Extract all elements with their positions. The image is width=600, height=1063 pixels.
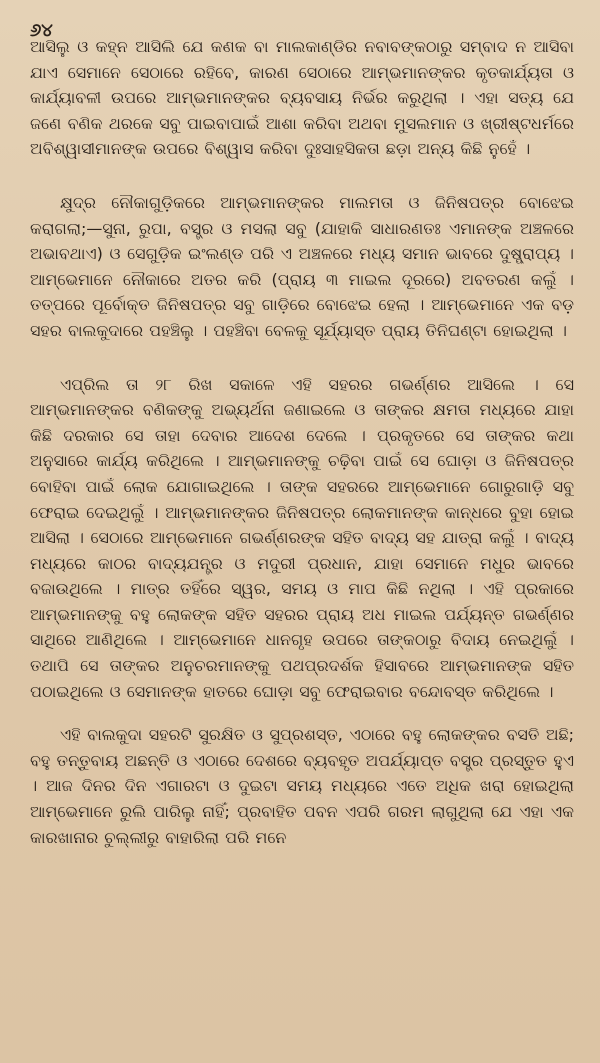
- paragraph-4: ଏହି ବାଲକୁଦା ସହରଟି ସୁରକ୍ଷିତ ଓ ସୁପ୍ରଶସ୍ତ, ଏଠାରେ ବହୁ ଲୋକଙ୍କର ବସତି ଅଛି; ବହୁ ତନ୍ତୁବାୟ ଅଛନ୍ତି ଓ ଏଠାରେ ଦେଶରେ ବ୍ୟବହୃତ ଅପର୍ଯ୍ୟାପ୍ତ ବସ୍ତ୍ର ପ୍ରସ୍ତୁତ ହୁଏ । ଆଜ ଦିନର ଦିନ ଏଗାରଟା ଓ ଦୁଇଟା ସମୟ ମଧ୍ୟରେ ଏତେ ଅଧିକ ଖରା ହୋଇଥିଲା ଆମ୍ଭେମାନେ ରୁଲି ପାରିଲୁ ନାହିଁ; ପ୍ରବାହିତ ପବନ ଏପରି ଗରମ ଲାଗୁଥିଲା ଯେ ଏହା ଏକ କାରଖାନାର ଚୁଲ୍ଲୀରୁ ବାହାରିଲା ପରି ମନେ: [30, 725, 574, 847]
- paragraph-gap: [30, 344, 574, 372]
- paragraph-gap: [30, 704, 574, 722]
- paragraph-2: କ୍ଷୁଦ୍ର ନୌକାଗୁଡ଼ିକରେ ଆମ୍ଭମାନଙ୍କର ମାଲମତା ଓ ଜିନିଷପତ୍ର ବୋଝେଇ କରାଗଲା;—ସୁନା, ରୁପା, ବସ୍ତ୍ର ଓ ମସଲା ସବୁ (ଯାହାକି ସାଧାରଣତଃ ଏମାନଙ୍କ ଅଞ୍ଚଳରେ ଅଭାବଥାଏ) ଓ ସେଗୁଡ଼ିକ ଇଂଲଣ୍ଡ ପରି ଏ ଅଞ୍ଚଳରେ ମଧ୍ୟ ସମାନ ଭାବରେ ଦୁଷ୍ପ୍ରାପ୍ୟ । ଆମ୍ଭେମାନେ ନୌକାରେ ଅତର କରି (ପ୍ରାୟ ୩ ମାଇଲ ଦୂରରେ) ଅବତରଣ କଲୁଁ । ତତ୍ପରେ ପୂର୍ବୋକ୍ତ ଜିନିଷପତ୍ର ସବୁ ଗାଡ଼ିରେ ବୋଝେଇ ହେଲା । ଆମ୍ଭେମାନେ ଏକ ବଡ଼ ସହର ବାଲକୁଦାରେ ପହଞ୍ଚିଲୁ । ପହଞ୍ଚିବା ବେଳକୁ ସୂର୍ଯ୍ୟାସ୍ତ ପ୍ରାୟ ତିନିଘଣ୍ଟା ହୋଇଥିଲା ।: [30, 192, 574, 340]
- paragraph-gap: [30, 162, 574, 190]
- paragraph-1: ଆସିଲୁ ଓ କହ୍ନ ଆସିଲି ଯେ କଣକ ବା ମାଲକାଣ୍ଡିର ନବାବଙ୍କଠାରୁ ସମ୍ବାଦ ନ ଆସିବା ଯାଏ ସେମାନେ ସେଠାରେ ରହିବେ, କାରଣ ସେଠାରେ ଆମ୍ଭମାନଙ୍କର କୃତକାର୍ଯ୍ୟତା ଓ କାର୍ଯ୍ୟାବଳୀ ଉପରେ ଆମ୍ଭମାନଙ୍କର ବ୍ୟବସାୟ ନିର୍ଭର କରୁଥିଲା । ଏହା ସତ୍ୟ ଯେ ଜଣେ ବଣିକ ଥରକେ ସବୁ ପାଇବାପାଇଁ ଆଶା କରିବା ଅଥବା ମୁସଲମାନ ଓ ଖ୍ରୀଷ୍ଟଧର୍ମରେ ଅବିଶ୍ୱାସୀମାନଙ୍କ ଉପରେ ବିଶ୍ୱାସ କରିବା ଦୁଃସାହସିକତା ଛଡ଼ା ଅନ୍ୟ କିଛି ନୁହେଁ ।: [30, 37, 574, 159]
- page-number: ୬୪: [30, 20, 53, 41]
- paragraph-3: ଏପ୍ରିଲ ତା ୨୮ ରିଖ ସକାଳେ ଏହି ସହରର ଗଭର୍ଣ୍ଣର ଆସିଲେ । ସେ ଆମ୍ଭମାନଙ୍କର ବଣିକଙ୍କୁ ଅଭ୍ୟର୍ଥନା ଜଣାଇଲେ ଓ ତାଙ୍କର କ୍ଷମତା ମଧ୍ୟରେ ଯାହା କିଛି ଦରକାର ସେ ତାହା ଦେବାର ଆଦେଶ ଦେଲେ । ପ୍ରକୃତରେ ସେ ତାଙ୍କର କଥା ଅନୁସାରେ କାର୍ଯ୍ୟ କରିଥିଲେ । ଆମ୍ଭମାନଙ୍କୁ ଚଢ଼ିବା ପାଇଁ ସେ ଘୋଡ଼ା ଓ ଜିନିଷପତ୍ର ବୋହିବା ପାଇଁ ଲୋକ ଯୋଗାଇଥିଲେ । ତାଙ୍କ ସହରରେ ଆମ୍ଭେମାନେ ଗୋରୁଗାଡ଼ି ସବୁ ଫେରାଇ ଦେଇଥିଲୁଁ । ଆମ୍ଭମାନଙ୍କର ଜିନିଷପତ୍ର ଲୋକମାନଙ୍କ କାନ୍ଧରେ ବୁହା ହୋଇ ଆସିଲା । ସେଠାରେ ଆମ୍ଭେମାନେ ଗଭର୍ଣ୍ଣରଙ୍କ ସହିତ ବାଦ୍ୟ ସହ ଯାତ୍ରା କଲୁଁ । ବାଦ୍ୟ ମଧ୍ୟରେ କାଠର ବାଦ୍ୟଯନ୍ତ୍ର ଓ ମଦୁରୀ ପ୍ରଧାନ, ଯାହା ସେମାନେ ମଧୁର ଭାବରେ ବଜାଉଥିଲେ । ମାତ୍ର ତହିଁରେ ସ୍ୱର, ସମୟ ଓ ମାପ କିଛି ନଥିଲା । ଏହି ପ୍ରକାରେ ଆମ୍ଭମାନଙ୍କୁ ବହୁ ଲୋକଙ୍କ ସହିତ ସହରର ପ୍ରାୟ ଅଧ ମାଇଲ ପର୍ଯ୍ୟନ୍ତ ଗଭର୍ଣ୍ଣର ସାଥିରେ ଆଣିଥିଲେ । ଆମ୍ଭେମାନେ ଧାନଗୃହ ଉପରେ ତାଙ୍କଠାରୁ ବିଦାୟ ନେଇଥିଲୁଁ । ତଥାପି ସେ ତାଙ୍କର ଅନୁଚରମାନଙ୍କୁ ପଥପ୍ରଦର୍ଶକ ହିସାବରେ ଆମ୍ଭମାନଙ୍କ ସହିତ ପଠାଇଥିଲେ ଓ ସେମାନଙ୍କ ହାତରେ ଘୋଡ଼ା ସବୁ ଫେରାଇବାର ବନ୍ଦୋବସ୍ତ କରିଥିଲେ ।: [30, 374, 574, 701]
